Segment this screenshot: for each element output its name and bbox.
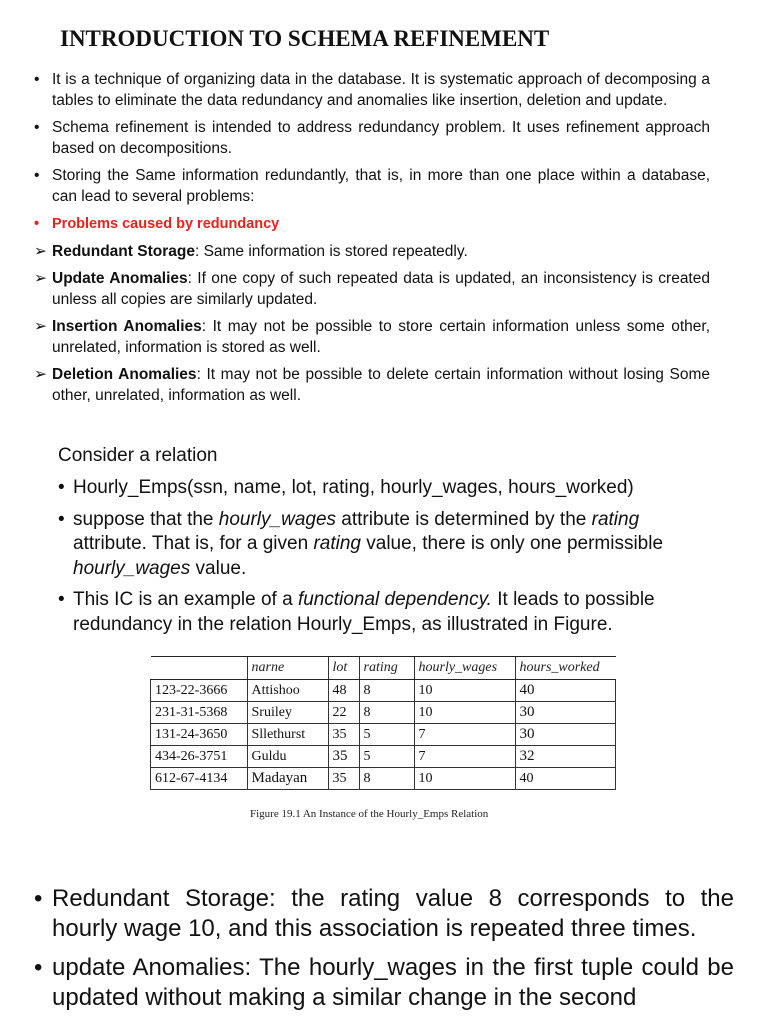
- table-cell: 5: [359, 724, 414, 746]
- italic-term: rating: [313, 533, 361, 554]
- table-row: [151, 768, 616, 790]
- anomaly-term: Deletion Anomalies: [52, 366, 197, 383]
- bullet-text: Storing the Same information redundantly, that is, in more than one place within a database, can lead to several problems:: [52, 167, 710, 205]
- text-run: suppose that the: [73, 508, 219, 530]
- bullet-item: [58, 588, 708, 637]
- relation-figure: [150, 656, 616, 790]
- column-header: narne: [247, 657, 328, 680]
- table-cell: 8: [359, 768, 414, 790]
- table-cell: 7: [414, 746, 515, 768]
- table-cell: Attishoo: [247, 680, 328, 702]
- table-cell: 231-31-5368: [151, 702, 248, 724]
- table-cell: 612-67-4134: [151, 768, 248, 790]
- bullet-text: Schema refinement is intended to address redundancy problem. It uses refinement approach based on decompositions.: [52, 119, 710, 157]
- table-header-row: [151, 657, 616, 680]
- text-run: attribute. That is, for a given: [73, 533, 314, 554]
- bullet-item: [58, 508, 708, 582]
- bullet-dot-icon: •: [34, 119, 40, 136]
- bullet-item: [34, 118, 710, 159]
- bullet-dot-icon: •: [34, 954, 43, 981]
- column-header: lot: [328, 657, 359, 680]
- bullet-item: [34, 884, 734, 944]
- bullet-dot-icon: •: [58, 508, 65, 530]
- text-run: value, there is only one permissible: [360, 533, 664, 554]
- text-run: This IC is an example of a: [73, 589, 298, 610]
- column-header: rating: [359, 657, 414, 680]
- table-cell: 123-22-3666: [151, 680, 248, 702]
- anomaly-text: : It may not be possible to delete certain information without losing Some other, unrelated, information as well.: [52, 366, 711, 404]
- italic-term: functional dependency.: [297, 589, 492, 610]
- table-row: [151, 702, 616, 724]
- bullet-dot-icon: •: [34, 167, 40, 184]
- table-row: [151, 680, 616, 702]
- table-cell: 40: [515, 768, 616, 790]
- table-cell: 434-26-3751: [151, 746, 248, 768]
- table-cell: 22: [328, 702, 359, 724]
- table-cell: 10: [414, 768, 515, 790]
- anomaly-term: Update Anomalies: [52, 270, 188, 287]
- table-cell: 40: [515, 680, 616, 702]
- table-cell: 131-24-3650: [151, 724, 248, 746]
- table-cell: 5: [359, 746, 414, 768]
- anomaly-item: [34, 242, 710, 263]
- italic-term: hourly_wages: [73, 557, 191, 579]
- bullet-text: update Anomalies: The hourly_wages in the first tuple could be updated without making a similar change in the second: [52, 954, 734, 1011]
- text-run: It leads to possible redundancy in the relation Hourly_Emps, as illustrated in Figure.: [73, 589, 655, 635]
- arrow-bullet-icon: ➢: [34, 318, 47, 335]
- arrow-bullet-icon: ➢: [34, 270, 47, 287]
- bullet-item: [34, 70, 710, 111]
- table-cell: Sruiley: [247, 702, 328, 724]
- relation-section: [58, 444, 708, 644]
- table-cell: 35: [328, 768, 359, 790]
- column-header: hourly_wages: [414, 657, 515, 680]
- redundancy-heading-text: Problems caused by redundancy: [52, 216, 280, 232]
- table-cell: 10: [414, 680, 515, 702]
- anomaly-item: [34, 317, 710, 358]
- table-cell: 35: [328, 746, 359, 768]
- bullet-text: Redundant Storage: the rating value 8 corresponds to the hourly wage 10, and this association is repeated three times.: [52, 885, 734, 942]
- table-cell: Sllethurst: [247, 724, 328, 746]
- anomaly-text: : If one copy of such repeated data is updated, an inconsistency is created unless all copies are similarly updated.: [52, 270, 710, 308]
- bullet-item: [34, 166, 710, 207]
- anomaly-term: Insertion Anomalies: [52, 318, 202, 335]
- relation-intro: Consider a relation: [58, 445, 218, 466]
- page-title: INTRODUCTION TO SCHEMA REFINEMENT: [60, 26, 550, 51]
- relation-schema: Hourly_Emps(ssn, name, lot, rating, hourly_wages, hours_worked): [73, 477, 634, 498]
- text-run: value.: [190, 557, 247, 579]
- bullet-dot-icon: •: [58, 589, 65, 610]
- table-cell: 10: [414, 702, 515, 724]
- table-cell: Madayan: [247, 768, 328, 790]
- bullet-item: [58, 476, 708, 501]
- table-cell: 32: [515, 746, 616, 768]
- intro-section: [34, 70, 710, 413]
- figure-caption: Figure 19.1 An Instance of the Hourly_Emps Relation: [250, 808, 489, 820]
- text-run: attribute is determined by the: [336, 508, 592, 530]
- table-cell: 30: [515, 702, 616, 724]
- bullet-dot-icon: •: [34, 216, 40, 232]
- table-cell: 8: [359, 702, 414, 724]
- table-cell: 35: [328, 724, 359, 746]
- table-cell: 30: [515, 724, 616, 746]
- table-cell: 7: [414, 724, 515, 746]
- anomaly-item: [34, 365, 710, 406]
- italic-term: hourly_wages: [218, 508, 337, 530]
- anomaly-item: [34, 269, 710, 310]
- table-row: [151, 724, 616, 746]
- table-cell: 8: [359, 680, 414, 702]
- arrow-bullet-icon: ➢: [34, 366, 47, 383]
- table-row: [151, 746, 616, 768]
- anomaly-term: Redundant Storage: [52, 242, 195, 260]
- table-cell: 48: [328, 680, 359, 702]
- anomaly-text: : It may not be possible to store certain information unless some other, unrelated, information is stored as well.: [52, 318, 710, 356]
- bullet-dot-icon: •: [34, 885, 43, 912]
- bullet-item: [34, 953, 734, 1013]
- italic-term: rating: [591, 508, 640, 530]
- hourly-emps-table: [150, 656, 616, 790]
- bullet-dot-icon: •: [34, 71, 40, 88]
- anomaly-text: : Same information is stored repeatedly.: [194, 242, 468, 260]
- redundancy-heading: [34, 214, 710, 235]
- bullet-dot-icon: •: [58, 477, 65, 498]
- column-header: hours_worked: [515, 657, 616, 680]
- bullet-text: It is a technique of organizing data in the database. It is systematic approach of decomposing a tables to eliminate the data redundancy and anomalies like insertion, deletion and update.: [52, 71, 710, 109]
- table-cell: Guldu: [247, 746, 328, 768]
- explanation-section: [34, 884, 734, 1022]
- arrow-bullet-icon: ➢: [34, 242, 47, 260]
- column-header: [151, 657, 248, 680]
